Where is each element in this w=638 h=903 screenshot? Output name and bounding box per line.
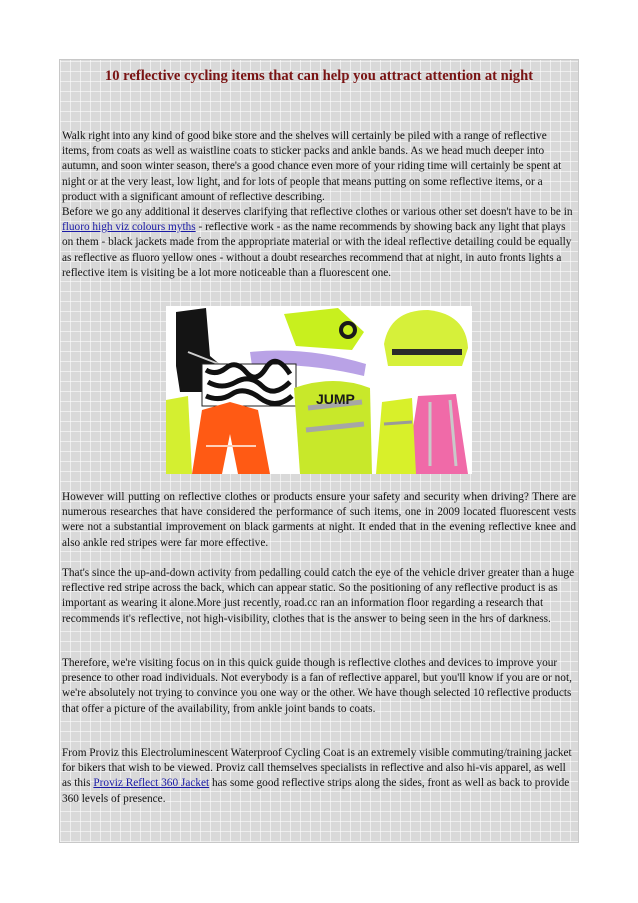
orange-jacket-shape xyxy=(192,402,270,474)
fluoro-jacket-strip xyxy=(384,422,412,424)
reflective-products-photo xyxy=(166,306,472,474)
fluoro-myths-link[interactable]: fluoro high viz colours myths xyxy=(62,221,196,234)
helmet-shape xyxy=(384,310,468,366)
paragraph-text: Before we go any additional it deserves clarifying that reflective clothes or various other set doesn't have to be in xyxy=(62,206,573,218)
paragraph-safety-research: However will putting on reflective clothes or products ensure your safety and security when driving? There are numerous researches that have considered the performance of such items, one in 2009 located fluorescent vests were not a substantial improvement on black garments at night. It ended that in the evening reflective knee and also ankle red stripes were far more effective. xyxy=(62,491,576,549)
armband-logo-inner xyxy=(343,325,353,335)
paragraph-guide-focus: Therefore, we're visiting focus on in this quick guide though is reflective clothes and devices to improve your presence to other road individuals. Not everybody is a fan of reflective apparel, but you'll know if you are or not, we're absolutely not trying to convince you one way or the other. We have though selected 10 reflective products that offer a picture of the availability, from ankle joint bands to coats. xyxy=(62,657,572,715)
article-title: 10 reflective cycling items that can help you attract attention at night xyxy=(104,68,534,84)
fluoro-jacket-right xyxy=(376,398,416,474)
document-page xyxy=(60,60,578,842)
paragraph-text: From Proviz this Electroluminescent Waterproof Cycling Coat is an extremely visible commuting/training jacket for bikers that wish to be viewed. Proviz call themselves specialists in reflective and also hi-vis apparel, as well as this xyxy=(62,747,572,790)
paragraph-intro: Walk right into any kind of good bike store and the shelves will certainly be piled with a range of reflective items, from coats as well as waistline coats to sticker packs and ankle bands. As we head much deeper into autumn, and soon winter season, there's a good chance even more of your riding time will certainly be spent at night or at the very least, low light, and for lots of people that means putting on some reflective items, or a product with a significant amount of reflective describing. xyxy=(62,130,562,203)
fluoro-jacket-left xyxy=(166,396,192,474)
proviz-jacket-link[interactable]: Proviz Reflect 360 Jacket xyxy=(93,777,210,790)
paragraph-pedalling: That's since the up-and-down activity from pedalling could catch the eye of the vehicle driver greater than a huge reflective red stripe across the back, which can appear static. So the positioning of any reflective product is as important as wearing it alone.More just recently, road.cc ran an information floor regarding a research that recommends it's reflective, not high-visibility, clothes that is the answer to being seen in the hrs of darkness. xyxy=(62,567,575,625)
bag-cover-text: JUMP xyxy=(316,391,355,407)
paragraph-proviz xyxy=(62,746,576,807)
paragraph-text: - reflective work - as the name recommends by showing back any light that plays on them - black jackets made from the appropriate material or with the ideal reflective detailing could be equally as reflective as fluoro yellow ones - without a doubt researches recommend that at night, in auto fronts lights a reflective item is visiting be a lot more noticeable than a fluorescent one. xyxy=(62,221,572,279)
paragraph-text: has some good reflective strips along the sides, front as well as back to provide 360 levels of presence. xyxy=(62,777,570,805)
product-collage xyxy=(166,306,472,474)
paragraph-clarifying xyxy=(62,205,576,281)
